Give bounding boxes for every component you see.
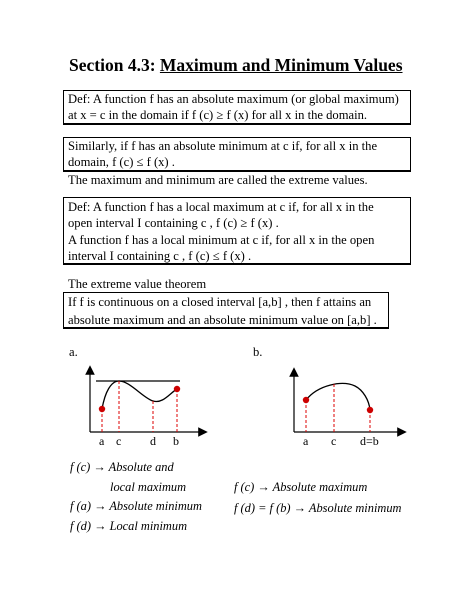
- local-max-line-1: Def: A function f has a local maximum at c if, for all x in the: [68, 200, 374, 214]
- abs-max-def-line-1: Def: A function f has an absolute maximum (or global maximum): [68, 92, 399, 106]
- evt-line-1: If f is continuous on a closed interval [a,b] , then f attains an: [68, 295, 372, 309]
- formula-a-2: local maximum: [110, 480, 187, 494]
- graph-b-tick-c: c: [331, 434, 337, 448]
- graph-a-curve: [102, 381, 177, 409]
- graph-b-point-a: [303, 397, 309, 403]
- formula-a-4: f (d) → Local minimum: [70, 519, 188, 533]
- local-min-line-1: A function f has a local minimum at c if, for all x in the open: [68, 233, 375, 247]
- abs-min-line-1: Similarly, if f has an absolute minimum at c if, for all x in the: [68, 139, 378, 153]
- title-main: Maximum and Minimum Values: [159, 55, 403, 75]
- graph-a-point-b: [174, 386, 180, 392]
- graph-b-curve: [306, 384, 370, 410]
- formula-a-1: f (c) → Absolute and: [70, 460, 174, 474]
- graph-a-tick-c: c: [116, 434, 122, 448]
- evt-heading: The extreme value theorem: [68, 277, 207, 291]
- abs-min-line-2: domain, f (c) ≤ f (x) .: [68, 155, 175, 169]
- formula-b-1: f (c) → Absolute maximum: [234, 480, 368, 494]
- graph-b-tick-a: a: [303, 434, 309, 448]
- graph-b-tick-db: d=b: [360, 434, 379, 448]
- graph-a-label: a.: [69, 345, 78, 359]
- evt-line-2: absolute maximum and an absolute minimum value on [a,b] .: [68, 313, 377, 327]
- graph-b-label: b.: [253, 345, 263, 359]
- graph-a-tick-a: a: [99, 434, 105, 448]
- local-min-line-2: interval I containing c , f (c) ≤ f (x) .: [68, 249, 252, 263]
- graph-a-tick-d: d: [150, 434, 156, 448]
- title-prefix: Section 4.3:: [69, 55, 160, 75]
- graph-b-point-b: [367, 407, 373, 413]
- abs-max-def-line-2: at x = c in the domain if f (c) ≥ f (x) for all x in the domain.: [68, 108, 368, 122]
- formula-b-2: f (d) = f (b) → Absolute minimum: [234, 501, 402, 515]
- graph-a-tick-b: b: [173, 434, 179, 448]
- extreme-values-note: The maximum and minimum are called the extreme values.: [68, 173, 368, 187]
- formula-a-3: f (a) → Absolute minimum: [70, 499, 202, 513]
- local-max-line-2: open interval I containing c , f (c) ≥ f (x) .: [68, 216, 279, 230]
- graph-a-point-a: [99, 406, 105, 412]
